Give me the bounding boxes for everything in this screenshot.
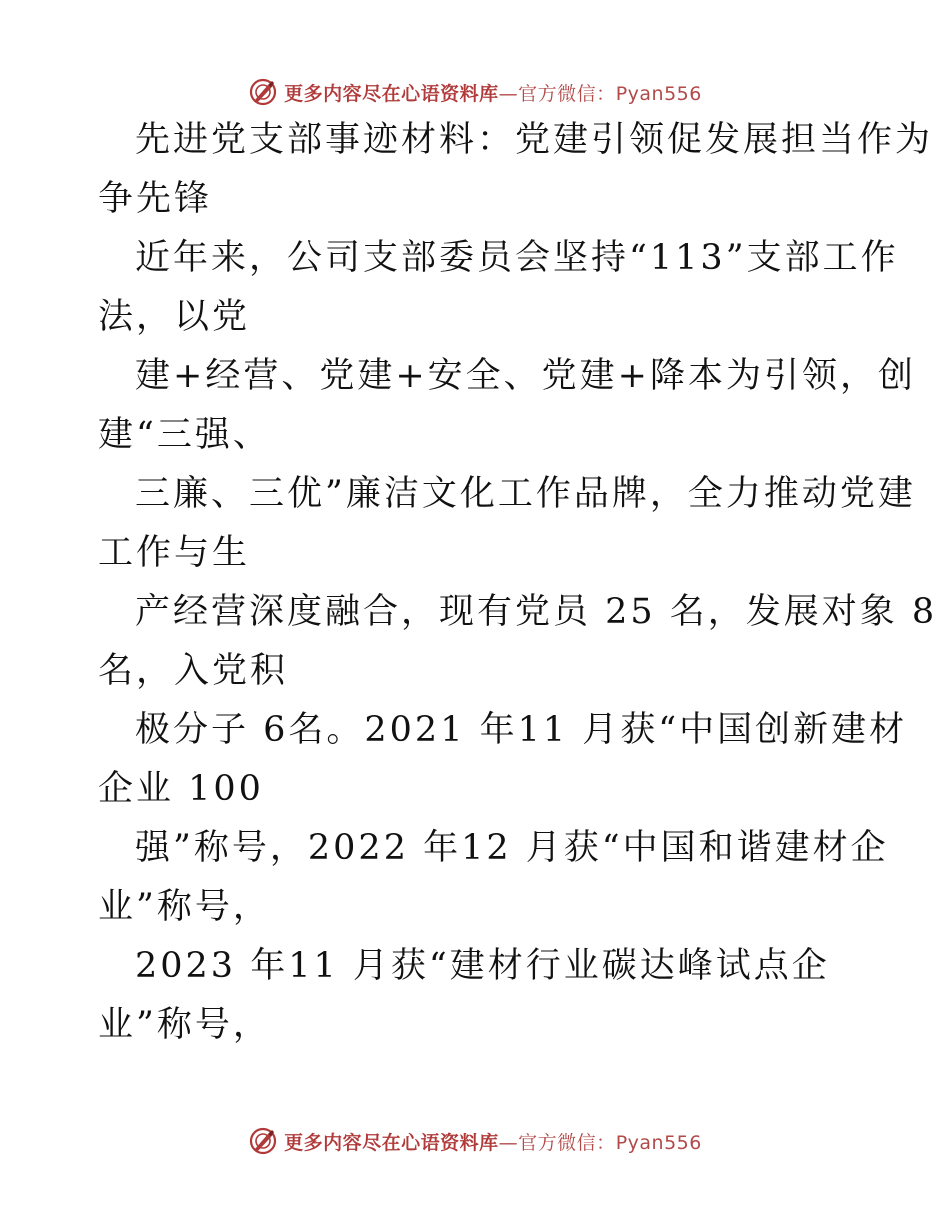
text-line: 建“三强、 bbox=[98, 415, 271, 455]
banner-dash: — bbox=[498, 1131, 519, 1154]
banner-text bbox=[284, 79, 702, 106]
text-line: 强”称号，2022 年12 月获“中国和谐建材企 bbox=[135, 828, 889, 868]
banner-wechat-id: Pyan556 bbox=[615, 82, 702, 105]
text-line: 法，以党 bbox=[98, 297, 251, 337]
text-line: 2023 年11 月获“建材行业碳达峰试点企 bbox=[135, 946, 830, 986]
text-line: 产经营深度融合，现有党员 25 名，发展对象 8 bbox=[135, 592, 938, 632]
text-line: 争先锋 bbox=[98, 179, 213, 219]
text-line: 建+经营、党建+安全、党建+降本为引领，创 bbox=[135, 356, 916, 396]
text-line: 先进党支部事迹材料：党建引领促发展担当作为 bbox=[135, 120, 934, 160]
text-line: 近年来，公司支部委员会坚持“113”支部工作 bbox=[135, 238, 899, 278]
text-line: 三廉、三优”廉洁文化工作品牌，全力推动党建 bbox=[135, 474, 916, 514]
text-line: 工作与生 bbox=[98, 533, 251, 573]
banner-main: 更多内容尽在心语资料库 bbox=[284, 1131, 499, 1154]
text-line: 业”称号， bbox=[98, 887, 271, 927]
pen-logo-icon bbox=[248, 1126, 278, 1156]
text-line: 业”称号， bbox=[98, 1005, 271, 1045]
text-line: 企业 100 bbox=[98, 769, 264, 809]
banner-wechat-id: Pyan556 bbox=[615, 1131, 702, 1154]
banner-main: 更多内容尽在心语资料库 bbox=[284, 82, 499, 105]
header-banner bbox=[0, 70, 950, 114]
pen-logo-icon bbox=[248, 77, 278, 107]
banner-text bbox=[284, 1128, 702, 1155]
footer-banner bbox=[0, 1119, 950, 1163]
text-line: 名，入党积 bbox=[98, 651, 289, 691]
text-line: 极分子 6名。2021 年11 月获“中国创新建材 bbox=[135, 710, 908, 750]
banner-wechat-label: 官方微信： bbox=[518, 82, 616, 105]
banner-dash: — bbox=[498, 82, 519, 105]
banner-wechat-label: 官方微信： bbox=[518, 1131, 616, 1154]
